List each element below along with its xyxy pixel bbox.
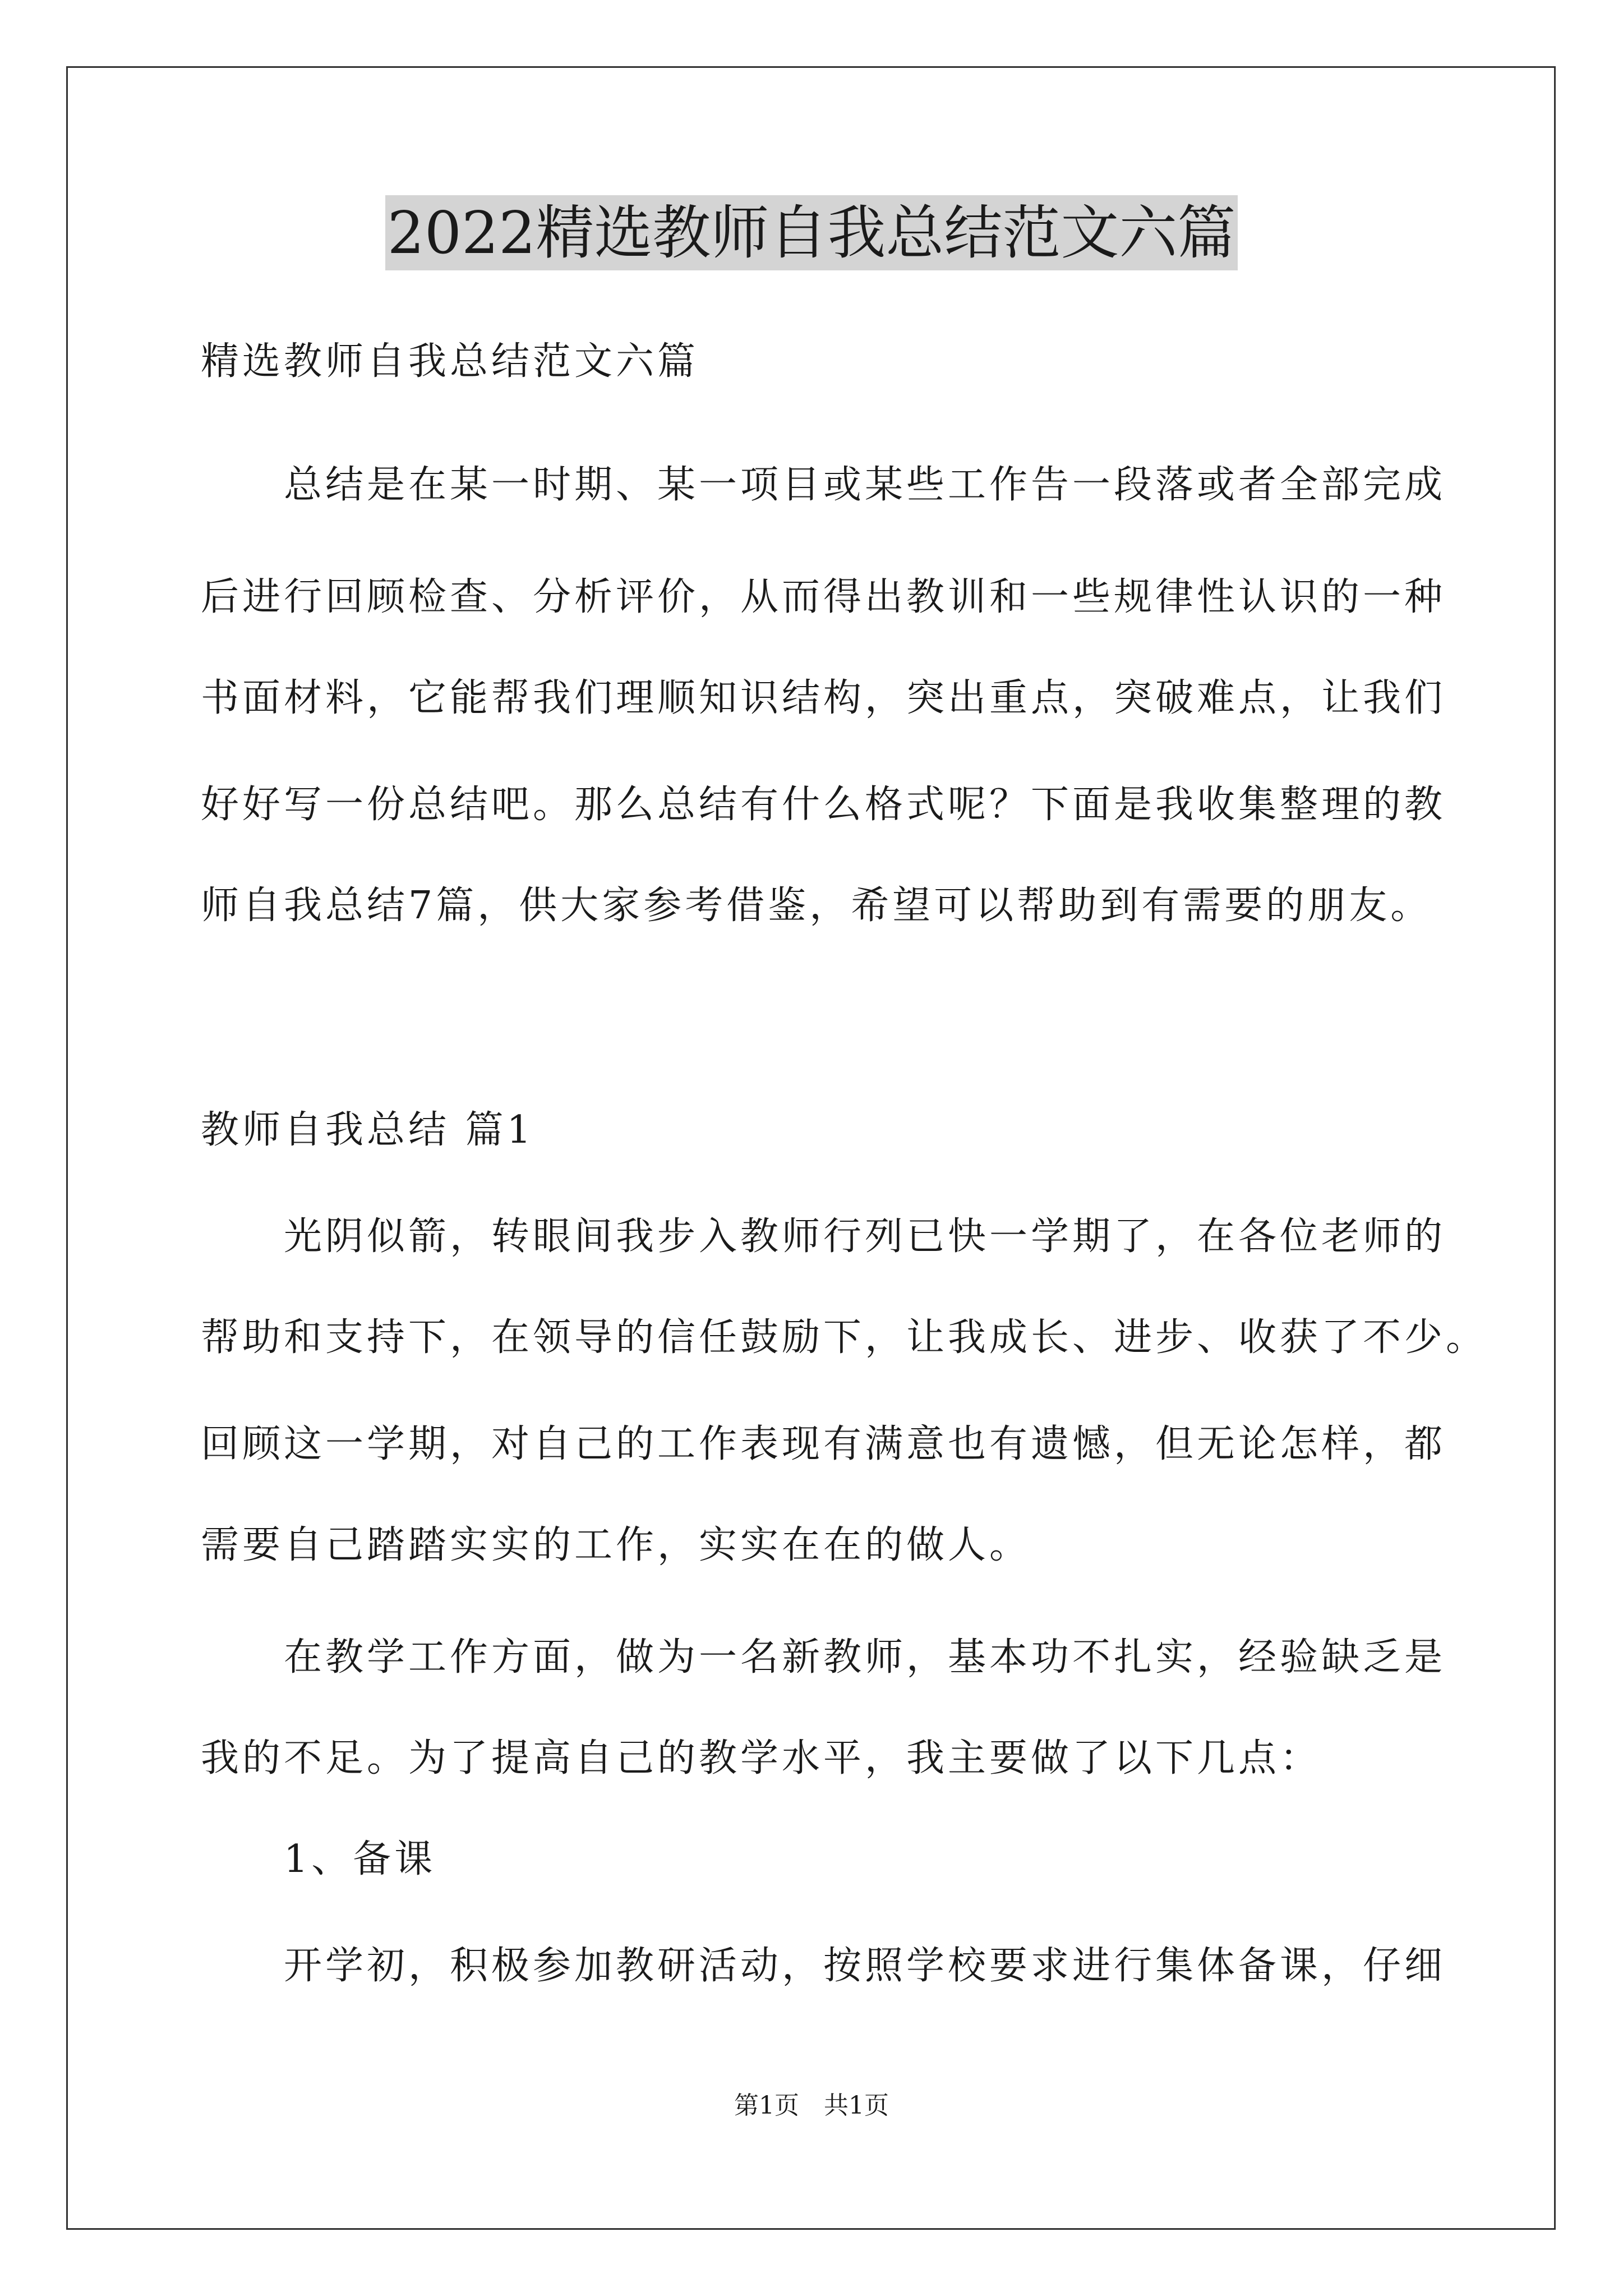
paragraph-line: 书面材料，它能帮我们理顺知识结构，突出重点，突破难点，让我们 — [201, 676, 1446, 720]
paragraph-line: 在教学工作方面，做为一名新教师，基本功不扎实，经验缺乏是 — [201, 1635, 1446, 1680]
paragraph-line: 回顾这一学期，对自己的工作表现有满意也有遗憾，但无论怎样，都 — [201, 1422, 1446, 1466]
paragraph-line: 光阴似箭，转眼间我步入教师行列已快一学期了，在各位老师的 — [201, 1214, 1446, 1259]
paragraph-line: 后进行回顾检查、分析评价，从而得出教训和一些规律性认识的一种 — [201, 575, 1446, 619]
document-subtitle: 精选教师自我总结范文六篇 — [201, 339, 699, 384]
document-title — [0, 194, 1623, 272]
paragraph-line: 总结是在某一时期、某一项目或某些工作告一段落或者全部完成 — [201, 463, 1446, 507]
paragraph-line: 需要自己踏踏实实的工作，实实在在的做人。 — [201, 1523, 1031, 1567]
paragraph-line: 帮助和支持下，在领导的信任鼓励下，让我成长、进步、收获了不少。 — [201, 1315, 1488, 1360]
page-footer: 第1页 共1页 — [734, 2091, 889, 2120]
paragraph-line: 开学初，积极参加教研活动，按照学校要求进行集体备课，仔细 — [201, 1944, 1446, 1988]
document-title-text: 2022精选教师自我总结范文六篇 — [385, 195, 1238, 270]
paragraph-line: 好好写一份总结吧。那么总结有什么格式呢？下面是我收集整理的教 — [201, 783, 1446, 827]
list-item-heading: 1、备课 — [201, 1837, 436, 1881]
paragraph-line: 我的不足。为了提高自己的教学水平，我主要做了以下几点： — [201, 1736, 1322, 1780]
section-heading: 教师自我总结 篇1 — [201, 1108, 534, 1152]
paragraph-line: 师自我总结7篇，供大家参考借鉴，希望可以帮助到有需要的朋友。 — [201, 884, 1432, 928]
